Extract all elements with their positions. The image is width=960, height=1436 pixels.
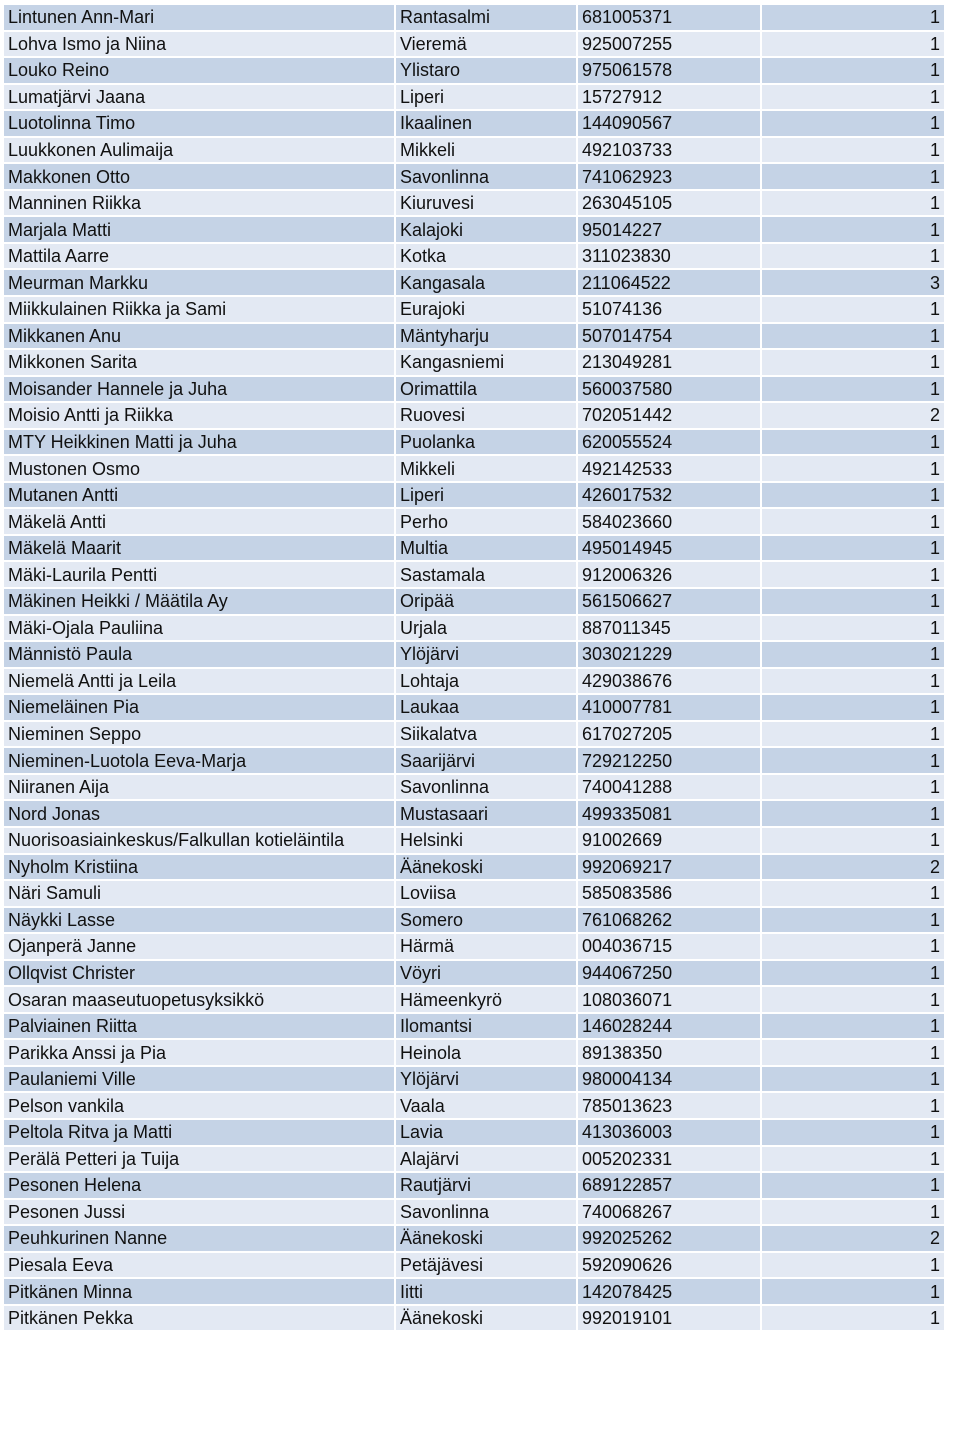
municipality-cell: Perho [396, 509, 576, 534]
id-number-cell: 146028244 [578, 1014, 760, 1039]
name-cell: Lumatjärvi Jaana [4, 85, 394, 110]
name-cell: Louko Reino [4, 58, 394, 83]
name-cell: Nieminen Seppo [4, 722, 394, 747]
name-cell: Niemeläinen Pia [4, 695, 394, 720]
name-cell: Perälä Petteri ja Tuija [4, 1147, 394, 1172]
table-row [4, 1120, 944, 1145]
name-cell: Näri Samuli [4, 881, 394, 906]
id-number-cell: 15727912 [578, 85, 760, 110]
municipality-cell: Puolanka [396, 430, 576, 455]
municipality-cell: Kiuruvesi [396, 191, 576, 216]
table-row [4, 85, 944, 110]
id-number-cell: 410007781 [578, 695, 760, 720]
name-cell: Mutanen Antti [4, 483, 394, 508]
name-cell: Nieminen-Luotola Eeva-Marja [4, 748, 394, 773]
count-cell: 2 [762, 1226, 944, 1251]
municipality-cell: Sastamala [396, 562, 576, 587]
name-cell: Nord Jonas [4, 801, 394, 826]
id-number-cell: 975061578 [578, 58, 760, 83]
municipality-cell: Multia [396, 536, 576, 561]
id-number-cell: 303021229 [578, 642, 760, 667]
name-cell: Mustonen Osmo [4, 456, 394, 481]
name-cell: Osaran maaseutuopetusyksikkö [4, 987, 394, 1012]
name-cell: Pitkänen Minna [4, 1279, 394, 1304]
municipality-cell: Petäjävesi [396, 1253, 576, 1278]
table-row [4, 695, 944, 720]
table-row [4, 456, 944, 481]
municipality-cell: Kangasniemi [396, 350, 576, 375]
id-number-cell: 560037580 [578, 377, 760, 402]
table-row [4, 934, 944, 959]
table-row [4, 111, 944, 136]
id-number-cell: 584023660 [578, 509, 760, 534]
name-cell: Miikkulainen Riikka ja Sami [4, 297, 394, 322]
id-number-cell: 740041288 [578, 775, 760, 800]
table-row [4, 5, 944, 30]
name-cell: Mikkonen Sarita [4, 350, 394, 375]
count-cell: 1 [762, 297, 944, 322]
name-cell: Mäki-Laurila Pentti [4, 562, 394, 587]
name-cell: Pesonen Helena [4, 1173, 394, 1198]
municipality-cell: Mikkeli [396, 138, 576, 163]
count-cell: 1 [762, 32, 944, 57]
name-cell: Näykki Lasse [4, 908, 394, 933]
id-number-cell: 620055524 [578, 430, 760, 455]
count-cell: 1 [762, 616, 944, 641]
name-cell: Mäkinen Heikki / Määtila Ay [4, 589, 394, 614]
count-cell: 1 [762, 350, 944, 375]
id-number-cell: 495014945 [578, 536, 760, 561]
count-cell: 1 [762, 1306, 944, 1331]
table-row [4, 1040, 944, 1065]
name-cell: Moisio Antti ja Riikka [4, 403, 394, 428]
count-cell: 1 [762, 987, 944, 1012]
municipality-cell: Savonlinna [396, 164, 576, 189]
id-number-cell: 740068267 [578, 1200, 760, 1225]
name-cell: Mäkelä Antti [4, 509, 394, 534]
table-row [4, 1093, 944, 1118]
municipality-cell: Urjala [396, 616, 576, 641]
data-table [2, 3, 946, 1332]
name-cell: Lintunen Ann-Mari [4, 5, 394, 30]
count-cell: 3 [762, 270, 944, 295]
count-cell: 1 [762, 642, 944, 667]
id-number-cell: 213049281 [578, 350, 760, 375]
count-cell: 1 [762, 85, 944, 110]
name-cell: Nyholm Kristiina [4, 855, 394, 880]
name-cell: Manninen Riikka [4, 191, 394, 216]
id-number-cell: 992019101 [578, 1306, 760, 1331]
municipality-cell: Rantasalmi [396, 5, 576, 30]
name-cell: Peuhkurinen Nanne [4, 1226, 394, 1251]
id-number-cell: 585083586 [578, 881, 760, 906]
name-cell: Nuorisoasiainkeskus/Falkullan kotieläintila [4, 828, 394, 853]
id-number-cell: 492142533 [578, 456, 760, 481]
municipality-cell: Helsinki [396, 828, 576, 853]
table-row [4, 483, 944, 508]
count-cell: 1 [762, 934, 944, 959]
municipality-cell: Iitti [396, 1279, 576, 1304]
count-cell: 1 [762, 536, 944, 561]
count-cell: 1 [762, 801, 944, 826]
count-cell: 1 [762, 1173, 944, 1198]
id-number-cell: 592090626 [578, 1253, 760, 1278]
municipality-cell: Vaala [396, 1093, 576, 1118]
municipality-cell: Ruovesi [396, 403, 576, 428]
id-number-cell: 681005371 [578, 5, 760, 30]
name-cell: Makkonen Otto [4, 164, 394, 189]
municipality-cell: Alajärvi [396, 1147, 576, 1172]
count-cell: 1 [762, 111, 944, 136]
name-cell: Luukkonen Aulimaija [4, 138, 394, 163]
municipality-cell: Kotka [396, 244, 576, 269]
id-number-cell: 492103733 [578, 138, 760, 163]
table-row [4, 244, 944, 269]
municipality-cell: Liperi [396, 483, 576, 508]
table-row [4, 801, 944, 826]
municipality-cell: Kangasala [396, 270, 576, 295]
table-row [4, 1226, 944, 1251]
id-number-cell: 761068262 [578, 908, 760, 933]
name-cell: Pelson vankila [4, 1093, 394, 1118]
municipality-cell: Hämeenkyrö [396, 987, 576, 1012]
name-cell: Pesonen Jussi [4, 1200, 394, 1225]
count-cell: 1 [762, 1253, 944, 1278]
id-number-cell: 992025262 [578, 1226, 760, 1251]
name-cell: Mäkelä Maarit [4, 536, 394, 561]
id-number-cell: 741062923 [578, 164, 760, 189]
name-cell: Mattila Aarre [4, 244, 394, 269]
name-cell: Pitkänen Pekka [4, 1306, 394, 1331]
count-cell: 1 [762, 483, 944, 508]
id-number-cell: 992069217 [578, 855, 760, 880]
municipality-cell: Vöyri [396, 961, 576, 986]
name-cell: Ollqvist Christer [4, 961, 394, 986]
municipality-cell: Vieremä [396, 32, 576, 57]
table-row [4, 775, 944, 800]
municipality-cell: Mäntyharju [396, 324, 576, 349]
name-cell: Moisander Hannele ja Juha [4, 377, 394, 402]
name-cell: Meurman Markku [4, 270, 394, 295]
municipality-cell: Mustasaari [396, 801, 576, 826]
count-cell: 1 [762, 722, 944, 747]
table-row [4, 669, 944, 694]
municipality-cell: Siikalatva [396, 722, 576, 747]
municipality-cell: Saarijärvi [396, 748, 576, 773]
id-number-cell: 413036003 [578, 1120, 760, 1145]
table-row [4, 138, 944, 163]
id-number-cell: 925007255 [578, 32, 760, 57]
count-cell: 1 [762, 58, 944, 83]
municipality-cell: Ikaalinen [396, 111, 576, 136]
municipality-cell: Mikkeli [396, 456, 576, 481]
count-cell: 1 [762, 430, 944, 455]
count-cell: 1 [762, 748, 944, 773]
municipality-cell: Savonlinna [396, 775, 576, 800]
id-number-cell: 004036715 [578, 934, 760, 959]
count-cell: 1 [762, 881, 944, 906]
name-cell: Luotolinna Timo [4, 111, 394, 136]
table-row [4, 1067, 944, 1092]
municipality-cell: Lavia [396, 1120, 576, 1145]
count-cell: 1 [762, 244, 944, 269]
id-number-cell: 887011345 [578, 616, 760, 641]
table-row [4, 642, 944, 667]
name-cell: Lohva Ismo ja Niina [4, 32, 394, 57]
municipality-cell: Eurajoki [396, 297, 576, 322]
id-number-cell: 211064522 [578, 270, 760, 295]
id-number-cell: 980004134 [578, 1067, 760, 1092]
id-number-cell: 912006326 [578, 562, 760, 587]
municipality-cell: Äänekoski [396, 1226, 576, 1251]
municipality-cell: Kalajoki [396, 217, 576, 242]
name-cell: Peltola Ritva ja Matti [4, 1120, 394, 1145]
count-cell: 1 [762, 1120, 944, 1145]
count-cell: 1 [762, 191, 944, 216]
name-cell: Parikka Anssi ja Pia [4, 1040, 394, 1065]
municipality-cell: Härmä [396, 934, 576, 959]
municipality-cell: Ylistaro [396, 58, 576, 83]
count-cell: 1 [762, 961, 944, 986]
count-cell: 1 [762, 1147, 944, 1172]
municipality-cell: Heinola [396, 1040, 576, 1065]
name-cell: Mäki-Ojala Pauliina [4, 616, 394, 641]
table-row [4, 828, 944, 853]
count-cell: 1 [762, 669, 944, 694]
id-number-cell: 617027205 [578, 722, 760, 747]
id-number-cell: 108036071 [578, 987, 760, 1012]
id-number-cell: 944067250 [578, 961, 760, 986]
table-row [4, 1200, 944, 1225]
id-number-cell: 426017532 [578, 483, 760, 508]
table-body [4, 5, 944, 1330]
table-row [4, 297, 944, 322]
count-cell: 1 [762, 1040, 944, 1065]
table-row [4, 961, 944, 986]
name-cell: Paulaniemi Ville [4, 1067, 394, 1092]
table-row [4, 58, 944, 83]
count-cell: 1 [762, 456, 944, 481]
name-cell: Niiranen Aija [4, 775, 394, 800]
table-row [4, 562, 944, 587]
table-row [4, 722, 944, 747]
name-cell: Männistö Paula [4, 642, 394, 667]
table-row [4, 403, 944, 428]
municipality-cell: Äänekoski [396, 1306, 576, 1331]
table-row [4, 32, 944, 57]
id-number-cell: 507014754 [578, 324, 760, 349]
id-number-cell: 785013623 [578, 1093, 760, 1118]
municipality-cell: Äänekoski [396, 855, 576, 880]
id-number-cell: 89138350 [578, 1040, 760, 1065]
table-row [4, 1173, 944, 1198]
table-row [4, 1253, 944, 1278]
table-row [4, 1147, 944, 1172]
table-row [4, 987, 944, 1012]
table-row [4, 324, 944, 349]
table-row [4, 217, 944, 242]
count-cell: 1 [762, 775, 944, 800]
municipality-cell: Laukaa [396, 695, 576, 720]
table-row [4, 1279, 944, 1304]
table-row [4, 536, 944, 561]
id-number-cell: 263045105 [578, 191, 760, 216]
count-cell: 1 [762, 324, 944, 349]
id-number-cell: 91002669 [578, 828, 760, 853]
count-cell: 1 [762, 138, 944, 163]
id-number-cell: 561506627 [578, 589, 760, 614]
municipality-cell: Oripää [396, 589, 576, 614]
count-cell: 1 [762, 828, 944, 853]
count-cell: 1 [762, 164, 944, 189]
municipality-cell: Rautjärvi [396, 1173, 576, 1198]
municipality-cell: Ylöjärvi [396, 642, 576, 667]
name-cell: Mikkanen Anu [4, 324, 394, 349]
table-row [4, 589, 944, 614]
name-cell: Ojanperä Janne [4, 934, 394, 959]
id-number-cell: 95014227 [578, 217, 760, 242]
table-row [4, 1306, 944, 1331]
id-number-cell: 689122857 [578, 1173, 760, 1198]
id-number-cell: 142078425 [578, 1279, 760, 1304]
count-cell: 1 [762, 589, 944, 614]
count-cell: 1 [762, 1279, 944, 1304]
name-cell: Piesala Eeva [4, 1253, 394, 1278]
count-cell: 1 [762, 1200, 944, 1225]
count-cell: 1 [762, 5, 944, 30]
table-row [4, 164, 944, 189]
count-cell: 1 [762, 1093, 944, 1118]
id-number-cell: 51074136 [578, 297, 760, 322]
id-number-cell: 005202331 [578, 1147, 760, 1172]
table-row [4, 908, 944, 933]
count-cell: 1 [762, 908, 944, 933]
table-row [4, 881, 944, 906]
name-cell: Marjala Matti [4, 217, 394, 242]
table-row [4, 855, 944, 880]
count-cell: 1 [762, 562, 944, 587]
id-number-cell: 311023830 [578, 244, 760, 269]
table-row [4, 350, 944, 375]
id-number-cell: 429038676 [578, 669, 760, 694]
municipality-cell: Liperi [396, 85, 576, 110]
name-cell: Niemelä Antti ja Leila [4, 669, 394, 694]
count-cell: 1 [762, 509, 944, 534]
id-number-cell: 499335081 [578, 801, 760, 826]
municipality-cell: Loviisa [396, 881, 576, 906]
table-row [4, 191, 944, 216]
table-row [4, 616, 944, 641]
count-cell: 2 [762, 403, 944, 428]
count-cell: 1 [762, 377, 944, 402]
municipality-cell: Orimattila [396, 377, 576, 402]
municipality-cell: Somero [396, 908, 576, 933]
name-cell: Palviainen Riitta [4, 1014, 394, 1039]
count-cell: 1 [762, 1014, 944, 1039]
id-number-cell: 702051442 [578, 403, 760, 428]
table-row [4, 270, 944, 295]
municipality-cell: Ylöjärvi [396, 1067, 576, 1092]
municipality-cell: Lohtaja [396, 669, 576, 694]
id-number-cell: 144090567 [578, 111, 760, 136]
table-row [4, 509, 944, 534]
municipality-cell: Savonlinna [396, 1200, 576, 1225]
municipality-cell: Ilomantsi [396, 1014, 576, 1039]
count-cell: 1 [762, 217, 944, 242]
count-cell: 1 [762, 695, 944, 720]
table-row [4, 430, 944, 455]
count-cell: 2 [762, 855, 944, 880]
table-row [4, 377, 944, 402]
table-row [4, 1014, 944, 1039]
id-number-cell: 729212250 [578, 748, 760, 773]
count-cell: 1 [762, 1067, 944, 1092]
table-row [4, 748, 944, 773]
name-cell: MTY Heikkinen Matti ja Juha [4, 430, 394, 455]
